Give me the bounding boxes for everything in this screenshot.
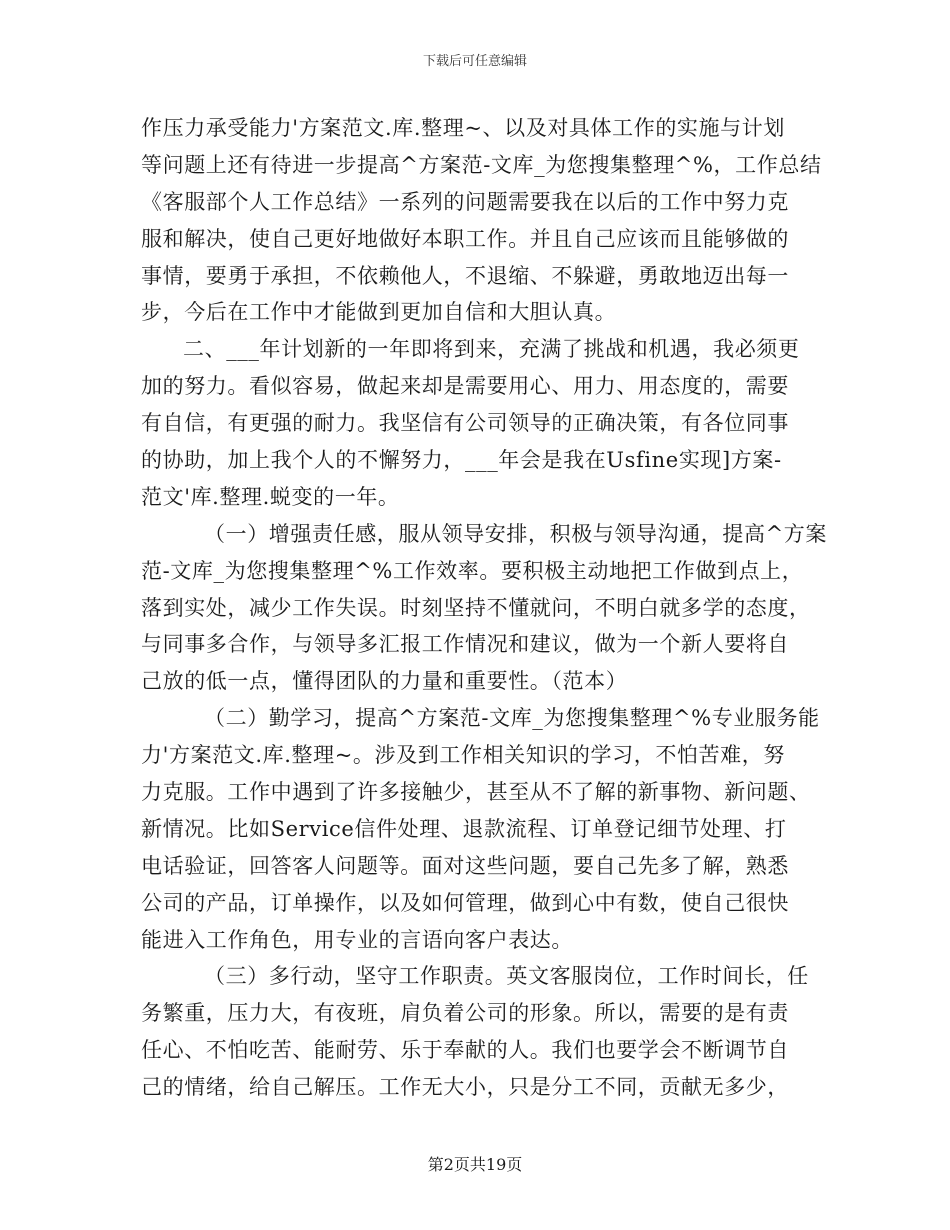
text-line: 能进入工作角色，用专业的言语向客户表达。 [141, 927, 573, 952]
page-number-footer: 第2页共19页 [427, 1155, 523, 1174]
paragraph-start-line: （二）勤学习，提高^方案范-文库_为您搜集整理^%专业服务能 [204, 706, 820, 731]
text-line: 有自信，有更强的耐力。我坚信有公司领导的正确决策，有各位同事 [141, 411, 789, 436]
text-line: 电话验证，回答客人问题等。面对这些问题，要自己先多了解，熟悉 [141, 853, 789, 878]
text-line: 任心、不怕吃苦、能耐劳、乐于奉献的人。我们也要学会不断调节自 [141, 1038, 789, 1063]
text-line: 步，今后在工作中才能做到更加自信和大胆认真。 [141, 300, 617, 325]
text-line: 等问题上还有待进一步提高^方案范-文库_为您搜集整理^%，工作总结 [141, 152, 822, 177]
text-line: 公司的产品，订单操作，以及如何管理，做到心中有数，使自己很快 [141, 890, 789, 915]
text-line: 作压力承受能力'方案范文.库.整理~、以及对具体工作的实施与计划 [141, 116, 785, 140]
text-line: 力'方案范文.库.整理~。涉及到工作相关知识的学习，不怕苦难，努 [141, 743, 785, 768]
text-line: 己放的低一点，懂得团队的力量和重要性。（范本） [141, 669, 628, 694]
text-line: 范文'库.整理.蜕变的一年。 [141, 484, 400, 509]
text-line: 落到实处，减少工作失误。时刻坚持不懂就问，不明白就多学的态度， [141, 595, 811, 620]
text-line: 己的情绪，给自己解压。工作无大小，只是分工不同，贡献无多少， [141, 1075, 789, 1100]
paragraph-start-line: （三）多行动，坚守工作职责。英文客服岗位，工作时间长，任 [204, 964, 809, 989]
text-line: 与同事多合作，与领导多汇报工作情况和建议，做为一个新人要将自 [141, 632, 789, 657]
text-line: 加的努力。看似容易，做起来却是需要用心、用力、用态度的，需要 [141, 374, 789, 399]
document-body [141, 110, 827, 1106]
text-line: 务繁重，压力大，有夜班，肩负着公司的形象。所以，需要的是有责 [141, 1001, 789, 1026]
text-line: 范-文库_为您搜集整理^%工作效率。要积极主动地把工作做到点上， [141, 558, 804, 583]
paragraph-start-line: 二、___年计划新的一年即将到来，充满了挑战和机遇，我必须更 [183, 337, 800, 362]
paragraph-start-line: （一）增强责任感，服从领导安排，积极与领导沟通，提高^方案 [204, 521, 827, 546]
text-line: 《客服部个人工作总结》一系列的问题需要我在以后的工作中努力克 [141, 189, 789, 214]
text-line: 服和解决，使自己更好地做好本职工作。并且自己应该而且能够做的 [141, 226, 789, 251]
text-line: 事情，要勇于承担，不依赖他人，不退缩、不躲避，勇敢地迈出每一 [141, 263, 789, 288]
page-header: 下载后可任意编辑 [422, 54, 527, 69]
text-line: 的协助，加上我个人的不懈努力，___年会是我在Usfine实现]方案- [141, 448, 782, 473]
text-line: 新情况。比如Service信件处理、退款流程、订单登记细节处理、打 [141, 816, 787, 841]
text-line: 力克服。工作中遇到了许多接触少，甚至从不了解的新事物、新问题、 [141, 780, 811, 805]
